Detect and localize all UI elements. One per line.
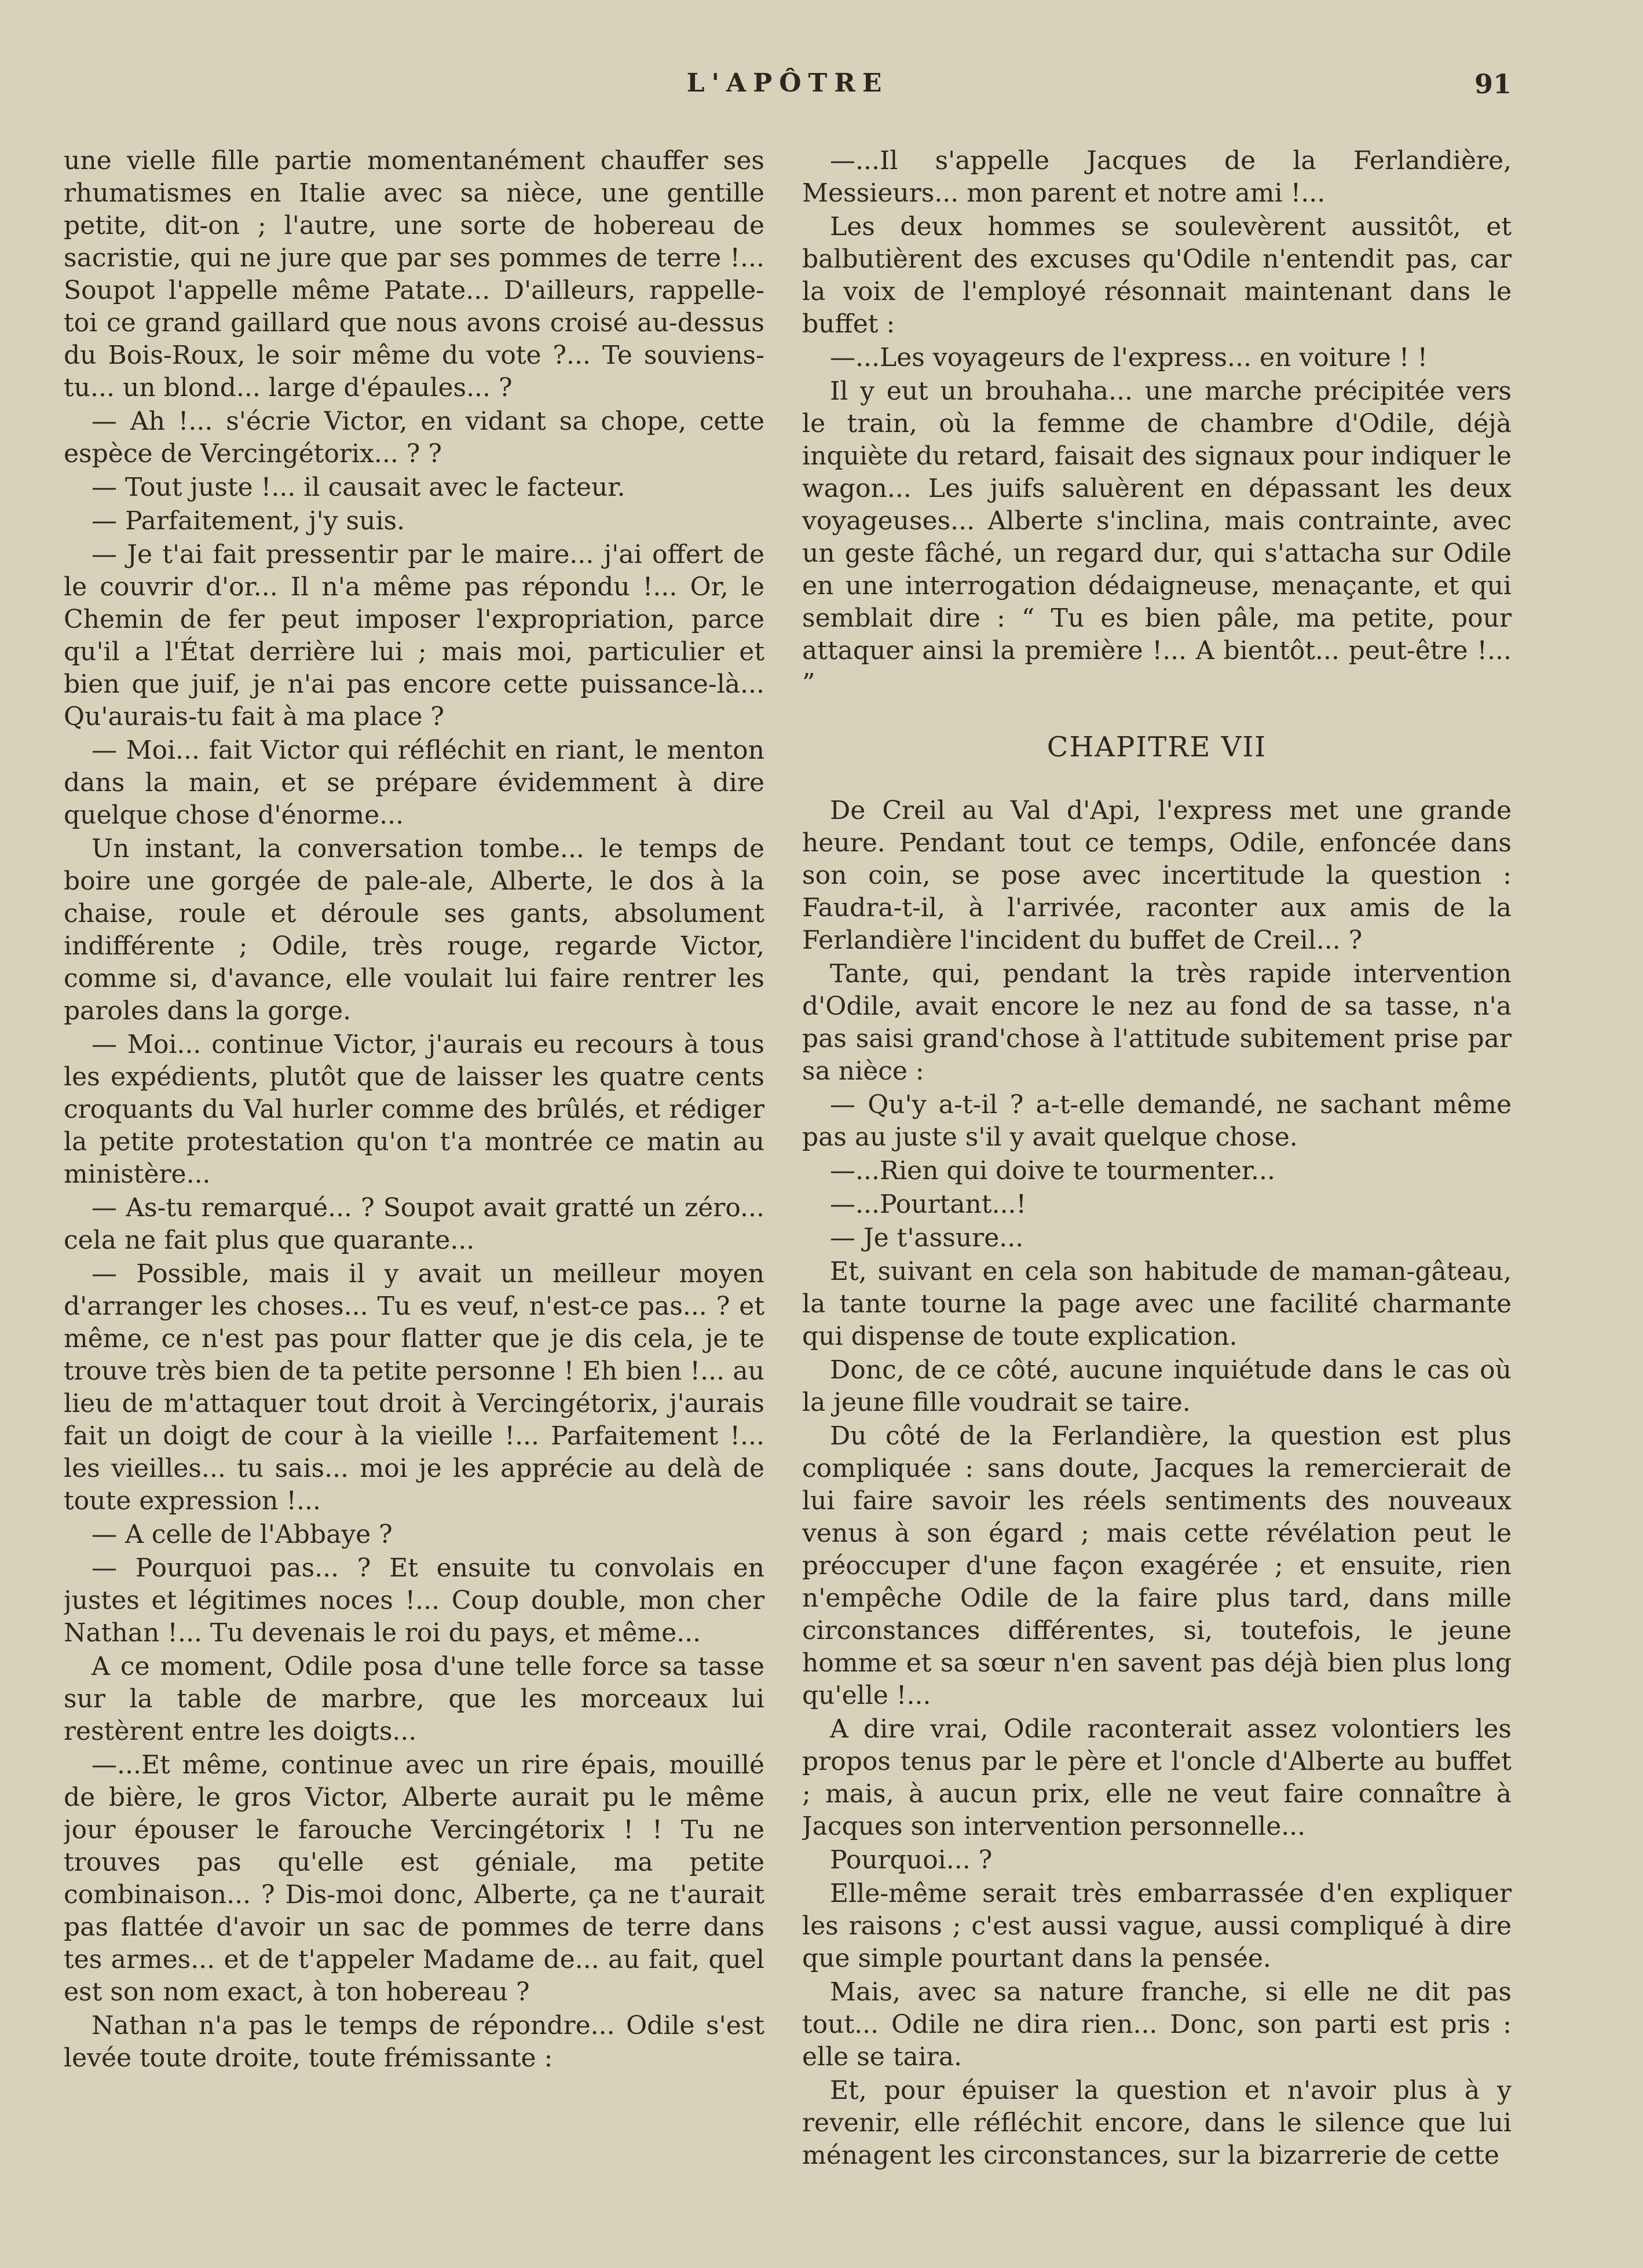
paragraph: Mais, avec sa nature franche, si elle ne dit pas tout... Odile ne dira rien... Donc, son parti est pris : elle se taira. xyxy=(802,1977,1512,2072)
paragraph: — Moi... fait Victor qui réfléchit en riant, le menton dans la main, et se prépare évidemment à dire quelque chose d'énorme... xyxy=(64,736,764,830)
chapter-heading: CHAPITRE VII xyxy=(1046,731,1267,763)
left-column xyxy=(64,145,764,2230)
paragraph: Pourquoi... ? xyxy=(830,1845,993,1875)
paragraph: —...Les voyageurs de l'express... en voiture ! ! xyxy=(830,343,1428,372)
paragraph: A dire vrai, Odile raconterait assez volontiers les propos tenus par le père et l'oncle d'Alberte au buffet ; mais, à aucun prix, elle ne veut faire connaître à Jacques son intervention personnelle... xyxy=(802,1714,1512,1841)
paragraph: Tante, qui, pendant la très rapide intervention d'Odile, avait encore le nez au fond de sa tasse, n'a pas saisi grand'chose à l'attitude subitement prise par sa nièce : xyxy=(802,959,1512,1086)
paragraph: — Pourquoi pas... ? Et ensuite tu convolais en justes et légitimes noces !... Coup double, mon cher Nathan !... Tu devenais le roi du pays, et même... xyxy=(64,1553,764,1648)
paragraph: Donc, de ce côté, aucune inquiétude dans le cas où la jeune fille voudrait se taire. xyxy=(802,1355,1512,1417)
page-number: 91 xyxy=(1474,68,1512,100)
paragraph: De Creil au Val d'Api, l'express met une grande heure. Pendant tout ce temps, Odile, enfoncée dans son coin, se pose avec incertitude la question : Faudra-t-il, à l'arrivée, raconter aux amis de la Ferlandière l'incident du buffet de Creil... ? xyxy=(802,796,1512,955)
paragraph: Du côté de la Ferlandière, la question est plus compliquée : sans doute, Jacques la remercierait de lui faire savoir les réels sentiments des nouveaux venus à son égard ; mais cette révélation peut le préoccuper d'une façon exagérée ; et ensuite, rien n'empêche Odile de la faire plus tard, dans mille circonstances différentes, si, toutefois, le jeune homme et sa sœur n'en savent pas déjà bien plus long qu'elle !... xyxy=(802,1421,1512,1710)
paragraph: Et, pour épuiser la question et n'avoir plus à y revenir, elle réfléchit encore, dans le silence que lui ménagent les circonstances, sur la bizarrerie de cette xyxy=(802,2076,1512,2170)
paragraph: — Qu'y a-t-il ? a-t-elle demandé, ne sachant même pas au juste s'il y avait quelque chose. xyxy=(802,1090,1512,1152)
paragraph: —...Et même, continue avec un rire épais, mouillé de bière, le gros Victor, Alberte aurait pu le même jour épouser le farouche Vercingétorix ! ! Tu ne trouves pas qu'elle est géniale, ma petite combinaison... ? Dis-moi donc, Alberte, ça ne t'aurait pas flattée d'avoir un sac de pommes de terre dans tes armes... et de t'appeler Madame de... au fait, quel est son nom exact, à ton hobereau ? xyxy=(64,1750,764,2007)
paragraph: — A celle de l'Abbaye ? xyxy=(92,1520,393,1549)
paragraph: —...Rien qui doive te tourmenter... xyxy=(830,1156,1275,1186)
paragraph: — Moi... continue Victor, j'aurais eu recours à tous les expédients, plutôt que de laisser les quatre cents croquants du Val hurler comme des brûlés, et rédiger la petite protestation qu'on t'a montrée ce matin au ministère... xyxy=(64,1030,764,1189)
right-column-top xyxy=(802,145,1512,700)
paragraph: — As-tu remarqué... ? Soupot avait gratté un zéro... cela ne fait plus que quarante... xyxy=(64,1193,764,1255)
paragraph: — Je t'assure... xyxy=(830,1223,1024,1253)
paragraph: —...Il s'appelle Jacques de la Ferlandière, Messieurs... mon parent et notre ami !... xyxy=(802,146,1512,208)
paragraph: — Ah !... s'écrie Victor, en vidant sa chope, cette espèce de Vercingétorix... ? ? xyxy=(64,407,764,469)
paragraph: Il y eut un brouhaha... une marche précipitée vers le train, où la femme de chambre d'Odile, déjà inquiète du retard, faisait des signaux pour indiquer le wagon... Les juifs saluèrent en dépassant les deux voyageuses... Alberte s'inclina, mais contrainte, avec un geste fâché, un regard dur, qui s'attacha sur Odile en une interrogation dédaigneuse, menaçante, et qui semblait dire : “ Tu es bien pâle, ma petite, pour attaquer ainsi la première !... A bientôt... peut-être !... ” xyxy=(802,376,1512,698)
right-column xyxy=(802,145,1512,2230)
paragraph: Les deux hommes se soulevèrent aussitôt, et balbutièrent des excuses qu'Odile n'entendit pas, car la voix de l'employé résonnait maintenant dans le buffet : xyxy=(802,212,1512,339)
paragraph: A ce moment, Odile posa d'une telle force sa tasse sur la table de marbre, que les morceaux lui restèrent entre les doigts... xyxy=(64,1652,764,1746)
paragraph: une vielle fille partie momentanément chauffer ses rhumatismes en Italie avec sa nièce, une gentille petite, dit-on ; l'autre, une sorte de hobereau de sacristie, qui ne jure que par ses pommes de terre !... Soupot l'appelle même Patate... D'ailleurs, rappelle-toi ce grand gaillard que nous avons croisé au-dessus du Bois-Roux, le soir même du vote ?... Te souviens-tu... un blond... large d'épaules... ? xyxy=(64,146,764,403)
paragraph: — Possible, mais il y avait un meilleur moyen d'arranger les choses... Tu es veuf, n'est-ce pas... ? et même, ce n'est pas pour flatter que je dis cela, je te trouve très bien de ta petite personne ! Eh bien !... au lieu de m'attaquer tout droit à Vercingétorix, j'aurais fait un doigt de cour à la vieille !... Parfaitement !... les vieilles... tu sais... moi je les apprécie au delà de toute expression !... xyxy=(64,1259,764,1516)
paragraph: Nathan n'a pas le temps de répondre... Odile s'est levée toute droite, toute frémissante : xyxy=(64,2011,764,2073)
paragraph: — Je t'ai fait pressentir par le maire... j'ai offert de le couvrir d'or... Il n'a même pas répondu !... Or, le Chemin de fer peut imposer l'expropriation, parce qu'il a l'État derrière lui ; mais moi, particulier et bien que juif, je n'ai pas encore cette puissance-là... Qu'aurais-tu fait à ma place ? xyxy=(64,540,764,731)
running-title: L'APÔTRE xyxy=(686,68,889,98)
page-header xyxy=(64,68,1512,109)
paragraph: Et, suivant en cela son habitude de maman-gâteau, la tante tourne la page avec une facilité charmante qui dispense de toute explication. xyxy=(802,1257,1512,1351)
paragraph: Elle-même serait très embarrassée d'en expliquer les raisons ; c'est aussi vague, aussi compliqué à dire que simple pourtant dans la pensée. xyxy=(802,1879,1512,1973)
paragraph: Un instant, la conversation tombe... le temps de boire une gorgée de pale-ale, Alberte, le dos à la chaise, roule et déroule ses gants, absolument indifférente ; Odile, très rouge, regarde Victor, comme si, d'avance, elle voulait lui faire rentrer les paroles dans la gorge. xyxy=(64,834,764,1026)
paragraph: —...Pourtant...! xyxy=(830,1190,1027,1219)
paragraph: — Parfaitement, j'y suis. xyxy=(92,506,405,536)
right-column-bottom xyxy=(802,795,1512,2172)
paragraph: — Tout juste !... il causait avec le facteur. xyxy=(92,473,625,502)
